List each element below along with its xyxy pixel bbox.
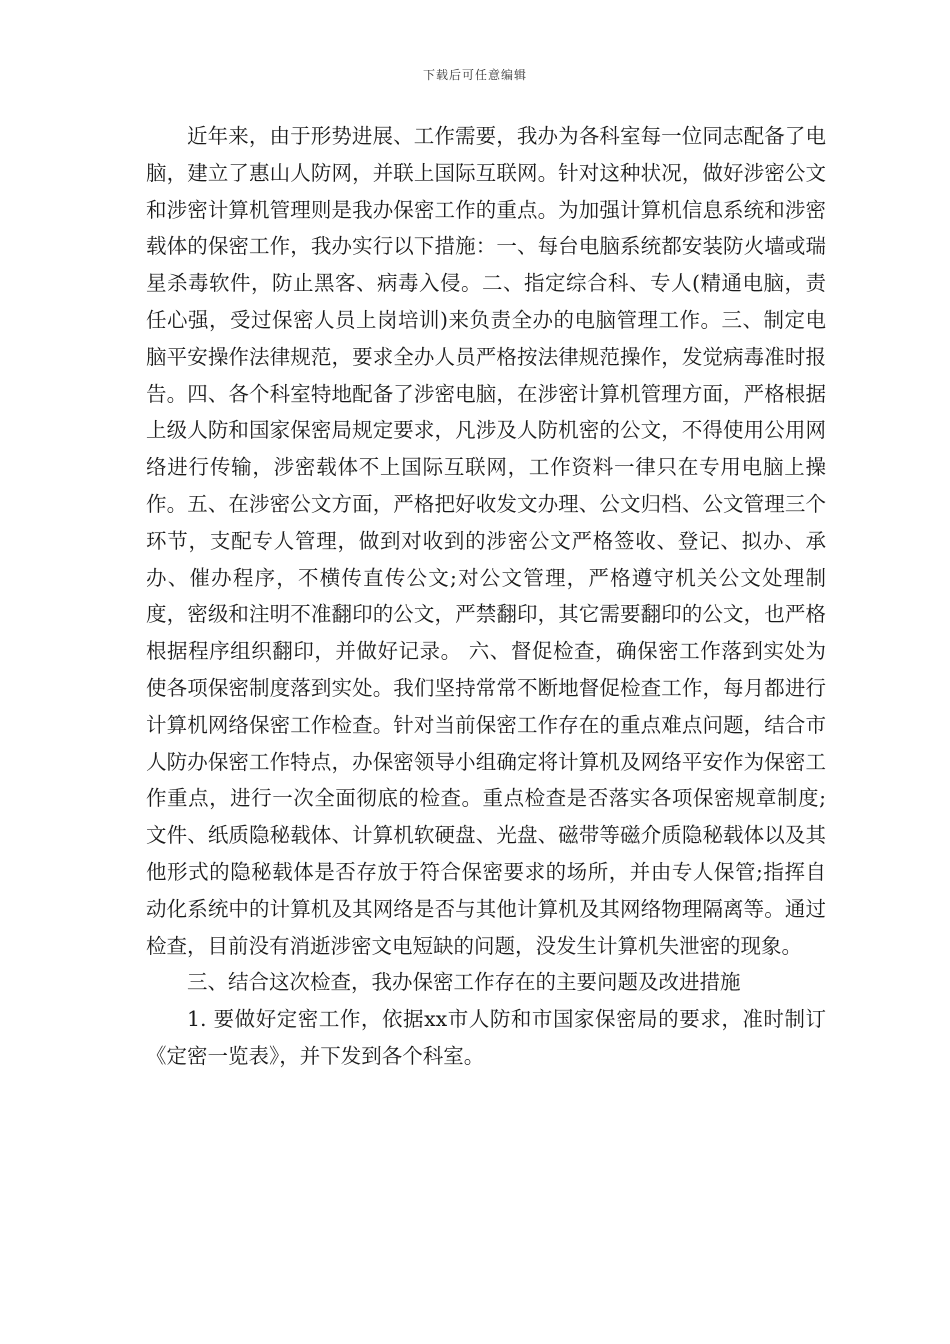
paragraph-measures: 近年来，由于形势进展、工作需要，我办为各科室每一位同志配备了电脑，建立了惠山人防网，并联上国际互联网。针对这种状况，做好涉密公文和涉密计算机管理则是我办保密工作的重点。为加强计算机信息系统和涉密载体的保密工作，我办实行以下措施：一、每台电脑系统都安装防火墙或瑞星杀毒软件，防止黑客、病毒入侵。二、指定综合科、专人(精通电脑，责任心强，受过保密人员上岗培训)来负责全办的电脑管理工作。三、制定电脑平安操作法律规范，要求全办人员严格按法律规范操作，发觉病毒准时报告。四、各个科室特地配备了涉密电脑，在涉密计算机管理方面，严格根据上级人防和国家保密局规定要求，凡涉及人防机密的公文，不得使用公用网络进行传输，涉密载体不上国际互联网，工作资料一律只在专用电脑上操作。五、在涉密公文方面，严格把好收发文办理、公文归档、公文管理三个环节，支配专人管理，做到对收到的涉密公文严格签收、登记、拟办、承办、催办程序，不横传直传公文;对公文管理，严格遵守机关公文处理制度，密级和注明不准翻印的公文，严禁翻印，其它需要翻印的公文，也严格根据程序组织翻印，并做好记录。 六、督促检查，确保密工作落到实处为使各项保密制度落到实处。我们坚持常常不断地督促检查工作，每月都进行计算机网络保密工作检查。针对当前保密工作存在的重点难点问题，结合市人防办保密工作特点，办保密领导小组确定将计算机及网络平安作为保密工作重点，进行一次全面彻底的检查。重点检查是否落实各项保密规章制度;文件、纸质隐秘载体、计算机软硬盘、光盘、磁带等磁介质隐秘载体以及其他形式的隐秘载体是否存放于符合保密要求的场所，并由专人保管;指挥自动化系统中的计算机及其网络是否与其他计算机及其网络物理隔离等。通过检查，目前没有消逝涉密文电短缺的问题，没发生计算机失泄密的现象。 [146, 124, 826, 958]
document-body [146, 118, 826, 1075]
paragraph-section-heading: 三、结合这次检查，我办保密工作存在的主要问题及改进措施 [187, 970, 741, 995]
paragraph-item-1: 1. 要做好定密工作，依据xx市人防和市国家保密局的要求，准时制订《定密一览表》，并下发到各个科室。 [146, 1007, 826, 1068]
header-note: 下载后可任意编辑 [422, 68, 527, 82]
